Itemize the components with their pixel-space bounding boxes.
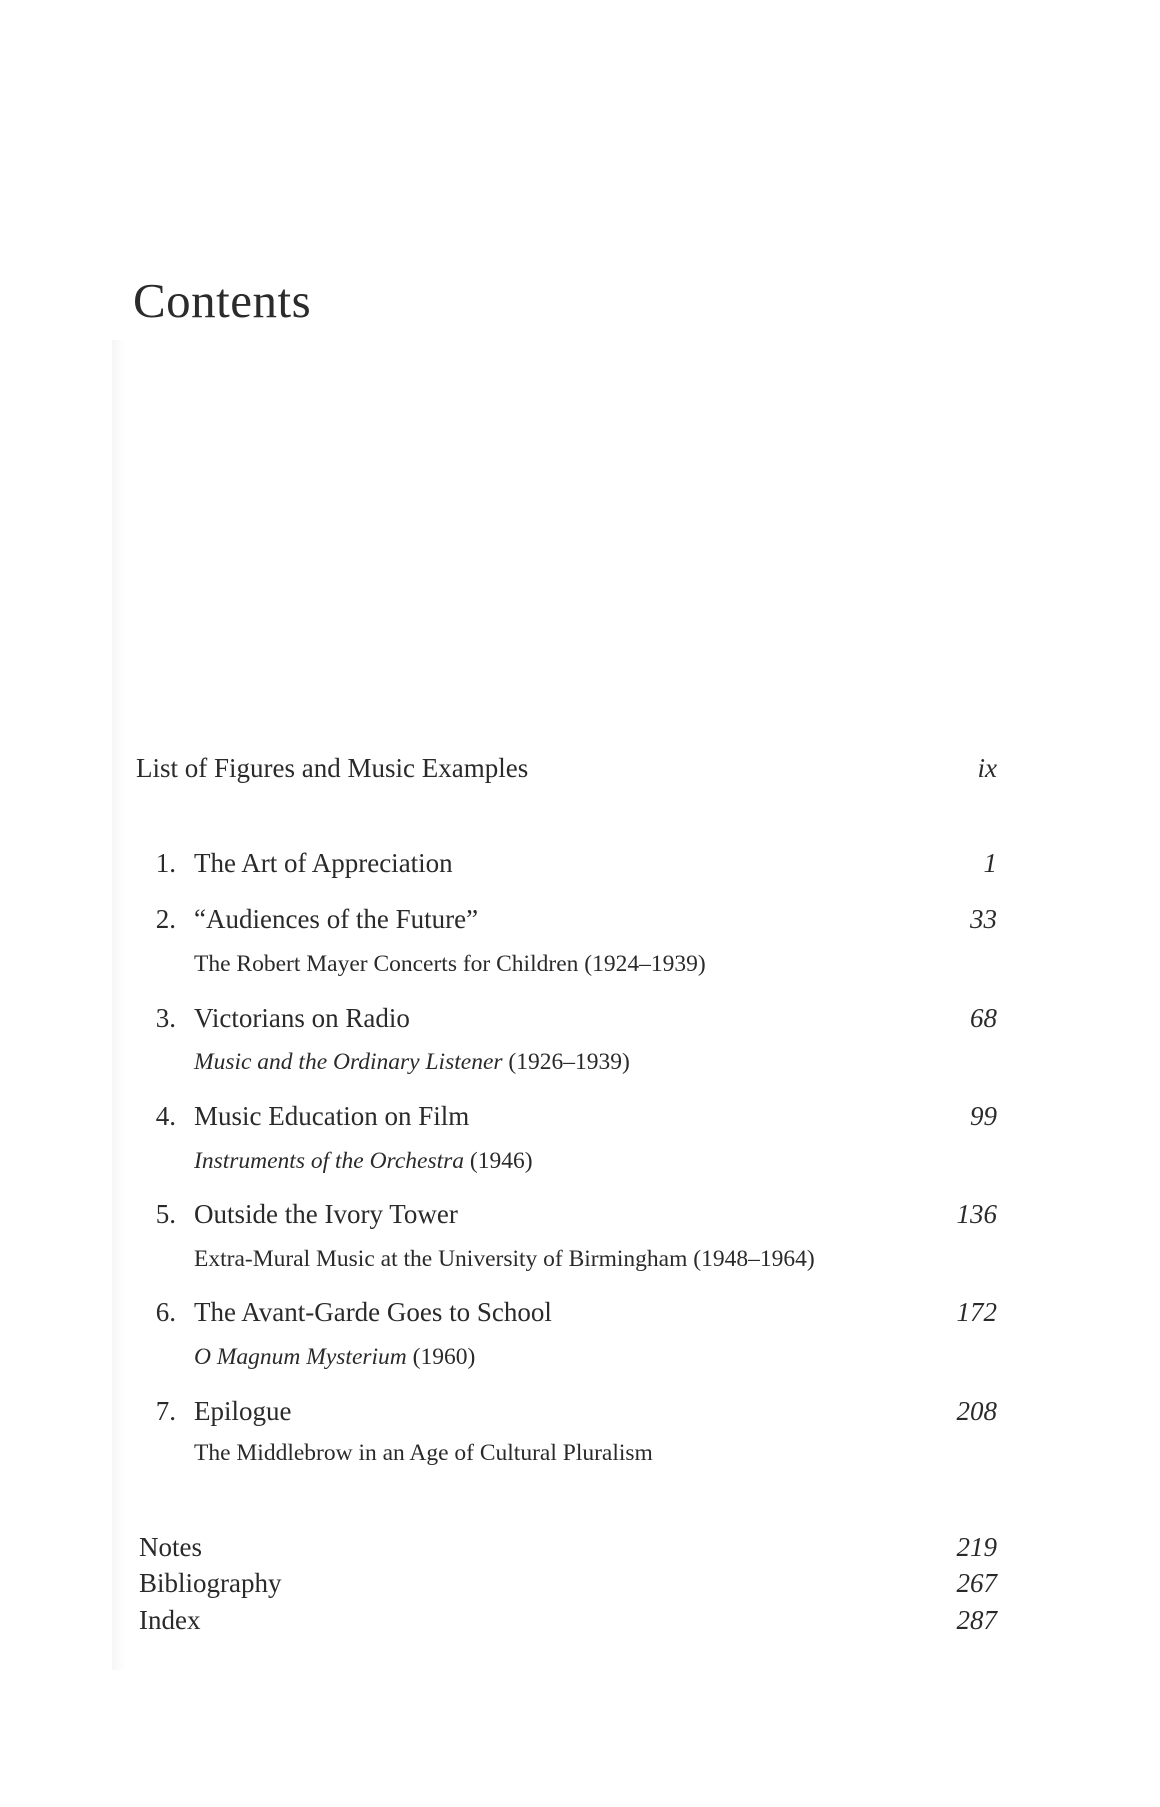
toc-page-number: 33 <box>970 904 997 934</box>
chapter-number: 5. <box>155 1199 176 1229</box>
chapter-subtitle-text: Extra-Mural Music at the University of Birmingham (1948–1964) <box>194 1246 815 1272</box>
chapter-subtitle-text: The Middlebrow in an Age of Cultural Pluralism <box>194 1440 653 1466</box>
toc-page-number: 1 <box>983 848 997 878</box>
toc-page-number: 208 <box>956 1396 997 1426</box>
toc-page-number: 68 <box>970 1003 997 1033</box>
chapter-number: 4. <box>155 1101 176 1131</box>
toc-page-number: 219 <box>956 1532 997 1562</box>
chapter-title: Epilogue <box>194 1396 292 1426</box>
chapter-number: 7. <box>155 1396 176 1426</box>
chapter-subtitle <box>194 948 706 980</box>
chapter-subtitle-italic: O Magnum Mysterium <box>194 1344 407 1370</box>
chapter-subtitle-text: The Robert Mayer Concerts for Children (1924–1939) <box>194 951 706 977</box>
chapter-number: 2. <box>155 904 176 934</box>
toc-page-number: 136 <box>956 1199 997 1229</box>
chapter-title: The Art of Appreciation <box>194 848 453 878</box>
toc-page-number: ix <box>977 753 997 783</box>
chapter-title: “Audiences of the Future” <box>194 904 479 934</box>
toc-page-number: 267 <box>956 1568 997 1598</box>
chapter-title: Music Education on Film <box>194 1101 470 1131</box>
toc-entry-label: Bibliography <box>139 1568 282 1598</box>
page-title: Contents <box>133 273 312 328</box>
toc-entry-label: Index <box>139 1605 201 1635</box>
toc-entry-label: List of Figures and Music Examples <box>136 753 529 783</box>
chapter-subtitle-italic: Instruments of the Orchestra <box>194 1148 465 1174</box>
chapter-subtitle-text: (1946) <box>464 1148 533 1174</box>
chapter-number: 3. <box>155 1003 176 1033</box>
chapter-subtitle-text: (1960) <box>406 1344 476 1370</box>
chapter-subtitle <box>194 1341 475 1373</box>
chapter-number: 1. <box>155 848 176 878</box>
chapter-subtitle <box>194 1046 630 1078</box>
chapter-subtitle-text: (1926–1939) <box>502 1049 630 1075</box>
page-gutter-shade <box>112 340 126 1670</box>
toc-page-number: 172 <box>956 1297 997 1327</box>
chapter-title: Outside the Ivory Tower <box>194 1199 458 1229</box>
chapter-number: 6. <box>155 1297 176 1327</box>
chapter-title: The Avant-Garde Goes to School <box>194 1297 552 1327</box>
toc-page-number: 287 <box>956 1605 997 1635</box>
chapter-subtitle <box>194 1145 533 1177</box>
toc-page-number: 99 <box>970 1101 997 1131</box>
chapter-subtitle <box>194 1243 815 1275</box>
chapter-subtitle <box>194 1437 653 1469</box>
chapter-subtitle-italic: Music and the Ordinary Listener <box>194 1049 503 1075</box>
chapter-title: Victorians on Radio <box>194 1003 410 1033</box>
toc-entry-label: Notes <box>139 1532 202 1562</box>
